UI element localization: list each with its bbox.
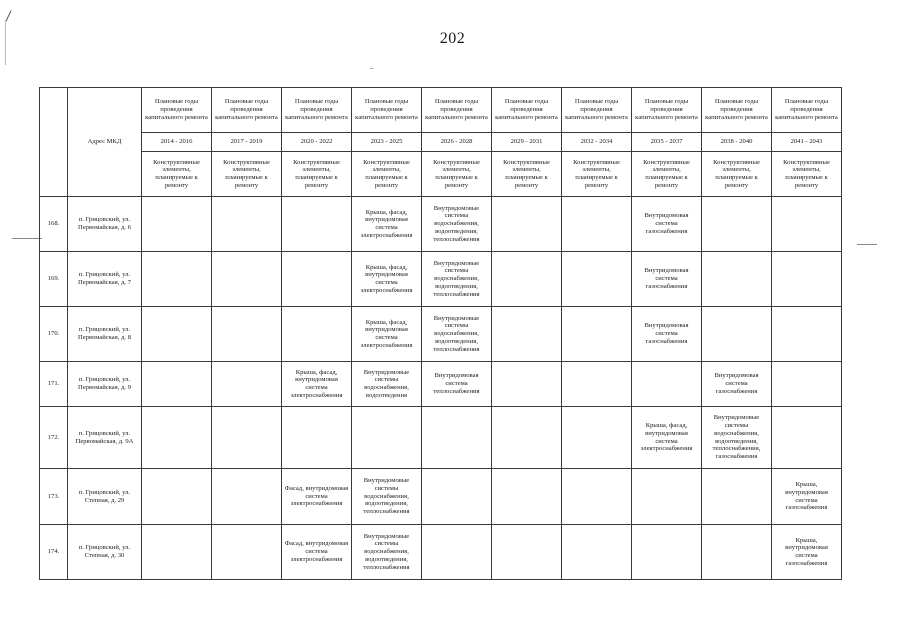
- repair-cell: [142, 307, 212, 362]
- repair-cell: Внутридомовая система газоснабжения: [702, 362, 772, 407]
- repair-cell: [562, 307, 632, 362]
- repair-cell: Внутридомовые системы водоснабжения, водоотведения, теплоснабжения: [352, 469, 422, 525]
- repair-cell: [562, 407, 632, 469]
- repair-cell: [562, 252, 632, 307]
- repair-cell: Внутридомовые системы водоснабжения, водоотведения, теплоснабжения: [422, 307, 492, 362]
- header-range: 2017 - 2019: [212, 133, 282, 152]
- header-years-label: Плановые годы проведения капитального ремонта: [352, 88, 422, 133]
- row-address: п. Грицовский, ул. Первомайская, д. 7: [68, 252, 142, 307]
- repair-cell: [422, 525, 492, 580]
- repair-cell: [422, 407, 492, 469]
- page-number: 202: [439, 30, 466, 47]
- scan-dash-left: [12, 238, 42, 239]
- header-range: 2041 - 2043: [772, 133, 842, 152]
- repair-cell: [212, 197, 282, 252]
- repair-cell: [492, 362, 562, 407]
- header-range: 2029 - 2031: [492, 133, 562, 152]
- table-row: [40, 252, 842, 307]
- repair-cell: [282, 197, 352, 252]
- header-range: 2026 - 2028: [422, 133, 492, 152]
- row-number: 172.: [40, 407, 68, 469]
- header-range: 2035 - 2037: [632, 133, 702, 152]
- repair-cell: [772, 197, 842, 252]
- header-elements-label: Конструктивные элементы, планируемые к ремонту: [352, 152, 422, 197]
- row-address: п. Грицовский, ул. Первомайская, д. 9: [68, 362, 142, 407]
- repair-cell: [142, 469, 212, 525]
- repair-cell: [562, 469, 632, 525]
- repair-cell: [562, 525, 632, 580]
- row-address: п. Грицовский, ул. Степная, д. 30: [68, 525, 142, 580]
- repair-cell: [702, 525, 772, 580]
- repair-cell: Фасад, внутридомовая система электроснабжения: [282, 525, 352, 580]
- scan-tick-mark: [6, 10, 12, 21]
- repair-cell: [142, 525, 212, 580]
- repair-cell: Крыша, фасад, внутридомовая система электроснабжения: [352, 197, 422, 252]
- header-address: Адрес МКД: [68, 88, 142, 197]
- header-elements-label: Конструктивные элементы, планируемые к ремонту: [702, 152, 772, 197]
- header-row-ranges: [40, 133, 842, 152]
- repair-cell: [212, 362, 282, 407]
- row-address: п. Грицовский, ул. Первомайская, д. 6: [68, 197, 142, 252]
- header-elements-label: Конструктивные элементы, планируемые к ремонту: [212, 152, 282, 197]
- header-years-label: Плановые годы проведения капитального ремонта: [282, 88, 352, 133]
- repair-cell: Внутридомовая система газоснабжения: [632, 197, 702, 252]
- repair-cell: [492, 197, 562, 252]
- header-years-label: Плановые годы проведения капитального ремонта: [632, 88, 702, 133]
- repair-cell: [562, 362, 632, 407]
- repair-cell: [772, 362, 842, 407]
- repair-cell: [492, 252, 562, 307]
- repair-cell: Фасад, внутридомовая система электроснабжения: [282, 469, 352, 525]
- header-range: 2038 - 2040: [702, 133, 772, 152]
- header-elements-label: Конструктивные элементы, планируемые к ремонту: [282, 152, 352, 197]
- repair-cell: [282, 307, 352, 362]
- table-row: [40, 469, 842, 525]
- repair-cell: [772, 307, 842, 362]
- scan-dot: [370, 68, 373, 69]
- repair-cell: [212, 252, 282, 307]
- repair-cell: [492, 307, 562, 362]
- repair-cell: Внутридомовые системы водоснабжения, водоотведения, теплоснабжения, газоснабжения: [702, 407, 772, 469]
- repair-cell: Крыша, фасад, внутридомовая система электроснабжения: [352, 307, 422, 362]
- header-years-label: Плановые годы проведения капитального ремонта: [142, 88, 212, 133]
- header-years-label: Плановые годы проведения капитального ремонта: [772, 88, 842, 133]
- repair-cell: [702, 307, 772, 362]
- table-row: [40, 307, 842, 362]
- header-years-label: Плановые годы проведения капитального ремонта: [212, 88, 282, 133]
- repair-cell: Крыша, фасад, внутридомовая система электроснабжения: [282, 362, 352, 407]
- header-elements-label: Конструктивные элементы, планируемые к ремонту: [142, 152, 212, 197]
- repair-cell: [702, 252, 772, 307]
- repair-cell: Внутридомовые системы водоснабжения, водоотведения, теплоснабжения: [422, 252, 492, 307]
- repair-plan-table: [39, 87, 842, 580]
- repair-cell: Внутридомовые системы водоснабжения, водоотведения, теплоснабжения: [352, 525, 422, 580]
- repair-cell: [282, 252, 352, 307]
- repair-cell: [142, 362, 212, 407]
- row-address: п. Грицовский, ул. Первомайская, д. 9А: [68, 407, 142, 469]
- row-address: п. Грицовский, ул. Первомайская, д. 8: [68, 307, 142, 362]
- row-number: 173.: [40, 469, 68, 525]
- row-number: 174.: [40, 525, 68, 580]
- repair-cell: Внутридомовая система газоснабжения: [632, 252, 702, 307]
- repair-cell: [702, 197, 772, 252]
- repair-cell: [422, 469, 492, 525]
- repair-cell: [632, 362, 702, 407]
- repair-cell: [632, 525, 702, 580]
- repair-cell: Крыша, фасад, внутридомовая система электроснабжения: [352, 252, 422, 307]
- header-range: 2020 - 2022: [282, 133, 352, 152]
- table-row: [40, 197, 842, 252]
- repair-cell: Внутридомовые системы водоснабжения, водоотведения, теплоснабжения: [422, 197, 492, 252]
- repair-cell: Крыша, фасад, внутридомовая система электроснабжения: [632, 407, 702, 469]
- repair-cell: Внутридомовая система теплоснабжения: [422, 362, 492, 407]
- header-range: 2014 - 2016: [142, 133, 212, 152]
- scan-dash-right: [857, 244, 877, 245]
- repair-cell: Крыша, внутридомовая система газоснабжения: [772, 525, 842, 580]
- repair-cell: [212, 307, 282, 362]
- row-address: п. Грицовский, ул. Степная, д. 29: [68, 469, 142, 525]
- repair-cell: [142, 407, 212, 469]
- header-years-label: Плановые годы проведения капитального ремонта: [492, 88, 562, 133]
- header-years-label: Плановые годы проведения капитального ремонта: [702, 88, 772, 133]
- repair-cell: Внутридомовая система газоснабжения: [632, 307, 702, 362]
- header-years-label: Плановые годы проведения капитального ремонта: [422, 88, 492, 133]
- table-body: [40, 197, 842, 580]
- row-number: 171.: [40, 362, 68, 407]
- repair-cell: [352, 407, 422, 469]
- header-range: 2032 - 2034: [562, 133, 632, 152]
- repair-cell: [142, 197, 212, 252]
- header-number-cell: [40, 88, 68, 197]
- row-number: 169.: [40, 252, 68, 307]
- table-row: [40, 362, 842, 407]
- table-row: [40, 525, 842, 580]
- header-elements-label: Конструктивные элементы, планируемые к ремонту: [492, 152, 562, 197]
- header-elements-label: Конструктивные элементы, планируемые к ремонту: [562, 152, 632, 197]
- repair-cell: [492, 469, 562, 525]
- repair-cell: [772, 252, 842, 307]
- repair-cell: [562, 197, 632, 252]
- row-number: 168.: [40, 197, 68, 252]
- repair-cell: [702, 469, 772, 525]
- repair-cell: [632, 469, 702, 525]
- table-row: [40, 407, 842, 469]
- repair-cell: [492, 525, 562, 580]
- repair-cell: [212, 469, 282, 525]
- table-header: [40, 88, 842, 197]
- repair-cell: [212, 407, 282, 469]
- repair-cell: [772, 407, 842, 469]
- header-years-label: Плановые годы проведения капитального ремонта: [562, 88, 632, 133]
- header-elements-label: Конструктивные элементы, планируемые к ремонту: [632, 152, 702, 197]
- repair-cell: Крыша, внутридомовая система газоснабжения: [772, 469, 842, 525]
- header-elements-label: Конструктивные элементы, планируемые к ремонту: [772, 152, 842, 197]
- header-elements-label: Конструктивные элементы, планируемые к ремонту: [422, 152, 492, 197]
- header-row-elements: [40, 152, 842, 197]
- header-row-years: [40, 88, 842, 133]
- repair-cell: [282, 407, 352, 469]
- repair-cell: Внутридомовые системы водоснабжения, водоотведения: [352, 362, 422, 407]
- row-number: 170.: [40, 307, 68, 362]
- header-range: 2023 - 2025: [352, 133, 422, 152]
- repair-cell: [492, 407, 562, 469]
- repair-cell: [212, 525, 282, 580]
- repair-cell: [142, 252, 212, 307]
